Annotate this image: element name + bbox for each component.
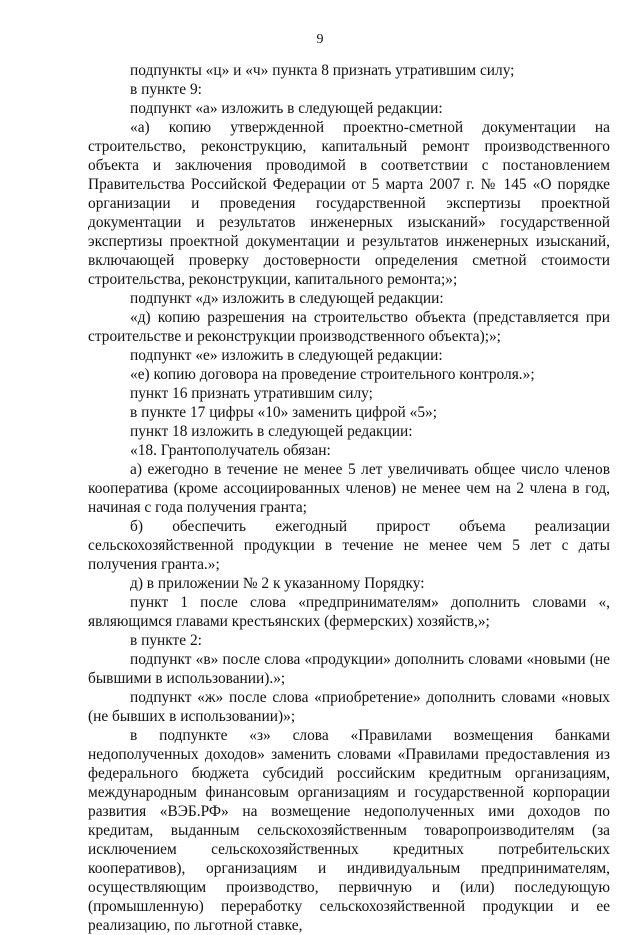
paragraph: в пункте 2: (130, 632, 202, 649)
page-number: 9 (316, 32, 324, 47)
paragraph: «18. Грантополучатель обязан: (130, 442, 331, 459)
paragraph: в подпункте «з» слова «Правилами возмещения банками недополученных доходов» заменить словами «Правилами предоставления из федерального бюджета субсидий российским кредитным организациям, международным финансовым организациям и государственной корпорации развития «ВЭБ.РФ» на возмещение недополученных ими доходов по кредитам, выданным сельскохозяйственным товаропроизводителям (за исключением сельскохозяйственных кредитных потребительских кооперативов), организациям и индивидуальным предпринимателям, осуществляющим производство, первичную и (или) последующую (промышленную) переработку сельскохозяйственной продукции и ее реализацию, по льготной ставке, (88, 727, 610, 934)
paragraph: подпункт «е» изложить в следующей редакции: (130, 347, 443, 364)
paragraph: пункт 18 изложить в следующей редакции: (130, 423, 413, 440)
paragraph: д) в приложении № 2 к указанному Порядку: (130, 575, 425, 592)
document-body (88, 61, 610, 935)
paragraph: «а) копию утвержденной проектно-сметной документации на строительство, реконструкцию, капитальный ремонт производственного объекта и заключения проводимой в соответствии с постановлением Правительства Российской Федерации от 5 марта 2007 г. № 145 «О порядке организации и проведения государственной экспертизы проектной документации и результатов инженерных изысканий» государственной экспертизы проектной документации и результатов инженерных изысканий, включающей проверку достоверности определения сметной стоимости строительства, реконструкции, капитального ремонта;»; (88, 119, 610, 288)
paragraph: а) ежегодно в течение не менее 5 лет увеличивать общее число членов кооператива (кроме ассоциированных членов) не менее чем на 2 члена в год, начиная с года получения гранта; (88, 461, 610, 516)
paragraph: в пункте 17 цифры «10» заменить цифрой «5»; (130, 404, 437, 421)
paragraph: подпункт «а» изложить в следующей редакции: (130, 100, 443, 117)
paragraph: «д) копию разрешения на строительство объекта (представляется при строительстве и реконструкции производственного объекта);»; (88, 309, 610, 345)
paragraph: подпункт «д» изложить в следующей редакции: (130, 290, 444, 307)
paragraph: подпункт «в» после слова «продукции» дополнить словами «новыми (не бывшими в использовании).»; (88, 651, 610, 687)
paragraph: пункт 16 признать утратившим силу; (130, 385, 373, 402)
paragraph: б) обеспечить ежегодный прирост объема реализации сельскохозяйственной продукции в течение не менее чем 5 лет с даты получения гранта.»; (88, 518, 610, 573)
paragraph: в пункте 9: (130, 81, 202, 98)
paragraph: «е) копию договора на проведение строительного контроля.»; (130, 366, 535, 383)
paragraph: пункт 1 после слова «предпринимателям» дополнить словами «, являющимся главами крестьянских (фермерских) хозяйств,»; (88, 594, 610, 630)
paragraph: подпункты «ц» и «ч» пункта 8 признать утратившим силу; (130, 62, 515, 79)
paragraph: подпункт «ж» после слова «приобретение» дополнить словами «новых (не бывших в использовании)»; (88, 689, 610, 725)
